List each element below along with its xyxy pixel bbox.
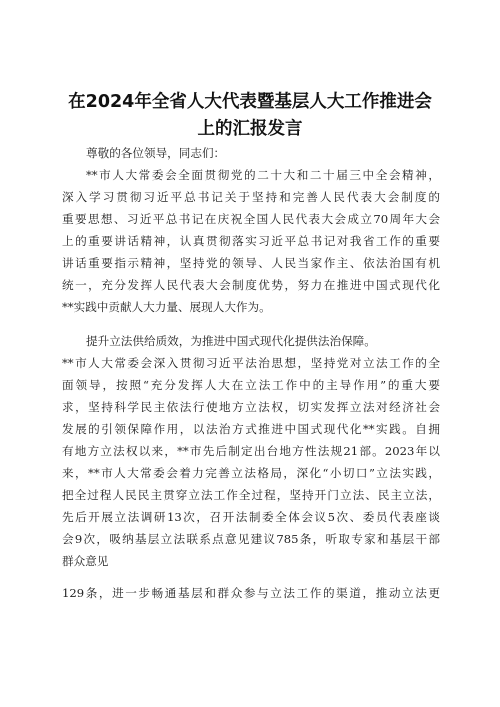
paragraph-line: 统一，充分发挥人民代表大会制度优势，努力在推进中国式现代化: [62, 278, 440, 292]
paragraph-line: 求，坚持科学民主依法行使地方立法权，切实发挥立法对经济社会: [62, 400, 440, 414]
paragraph-line: 发展的引领保障作用，以法治方式推进中国式现代化**实践。自拥: [62, 422, 440, 436]
paragraph-line: 会9次，吸纳基层立法联系点意见建议785条，听取专家和基层干部: [62, 532, 440, 546]
section-heading: 提升立法供给质效，为推进中国式现代化提供法治保障。: [86, 334, 376, 348]
paragraph-line: **实践中贡献人大力量、展现人大作为。: [62, 300, 271, 314]
paragraph-line: 有地方立法权以来，**市先后制定出台地方性法规21部。2023年以: [62, 444, 440, 458]
paragraph-line: 129条，进一步畅通基层和群众参与立法工作的渠道，推动立法更: [62, 586, 440, 600]
paragraph-line: 群众意见: [62, 554, 109, 568]
paragraph-line: 把全过程人民民主贯穿立法工作全过程，坚持开门立法、民主立法，: [62, 488, 440, 502]
paragraph-line: **市人大常委会全面贯彻党的二十大和二十届三中全会精神，: [86, 168, 440, 182]
paragraph-line: 面领导，按照“充分发挥人大在立法工作中的主导作用”的重大要: [62, 378, 440, 392]
document-title-line-1: 在2024年全省人大代表暨基层人大工作推进会: [68, 92, 432, 112]
paragraph-line: 讲话重要指示精神，坚持党的领导、人民当家作主、依法治国有机: [62, 256, 440, 270]
paragraph-line: 深入学习贯彻习近平总书记关于坚持和完善人民代表大会制度的: [62, 190, 440, 204]
salutation: 尊敬的各位领导，同志们：: [86, 146, 226, 160]
paragraph-line: **市人大常委会深入贯彻习近平法治思想，坚持党对立法工作的全: [62, 356, 440, 370]
paragraph-line: 先后开展立法调研13次，召开法制委全体会议5次、委员代表座谈: [62, 510, 440, 524]
paragraph-line: 来，**市人大常委会着力完善立法格局，深化“小切口”立法实践，: [62, 466, 440, 480]
paragraph-line: 上的重要讲话精神，认真贯彻落实习近平总书记对我省工作的重要: [62, 234, 440, 248]
document-title-line-2: 上的汇报发言: [197, 119, 303, 139]
paragraph-line: 重要思想、习近平总书记在庆祝全国人民代表大会成立70周年大会: [62, 212, 440, 226]
